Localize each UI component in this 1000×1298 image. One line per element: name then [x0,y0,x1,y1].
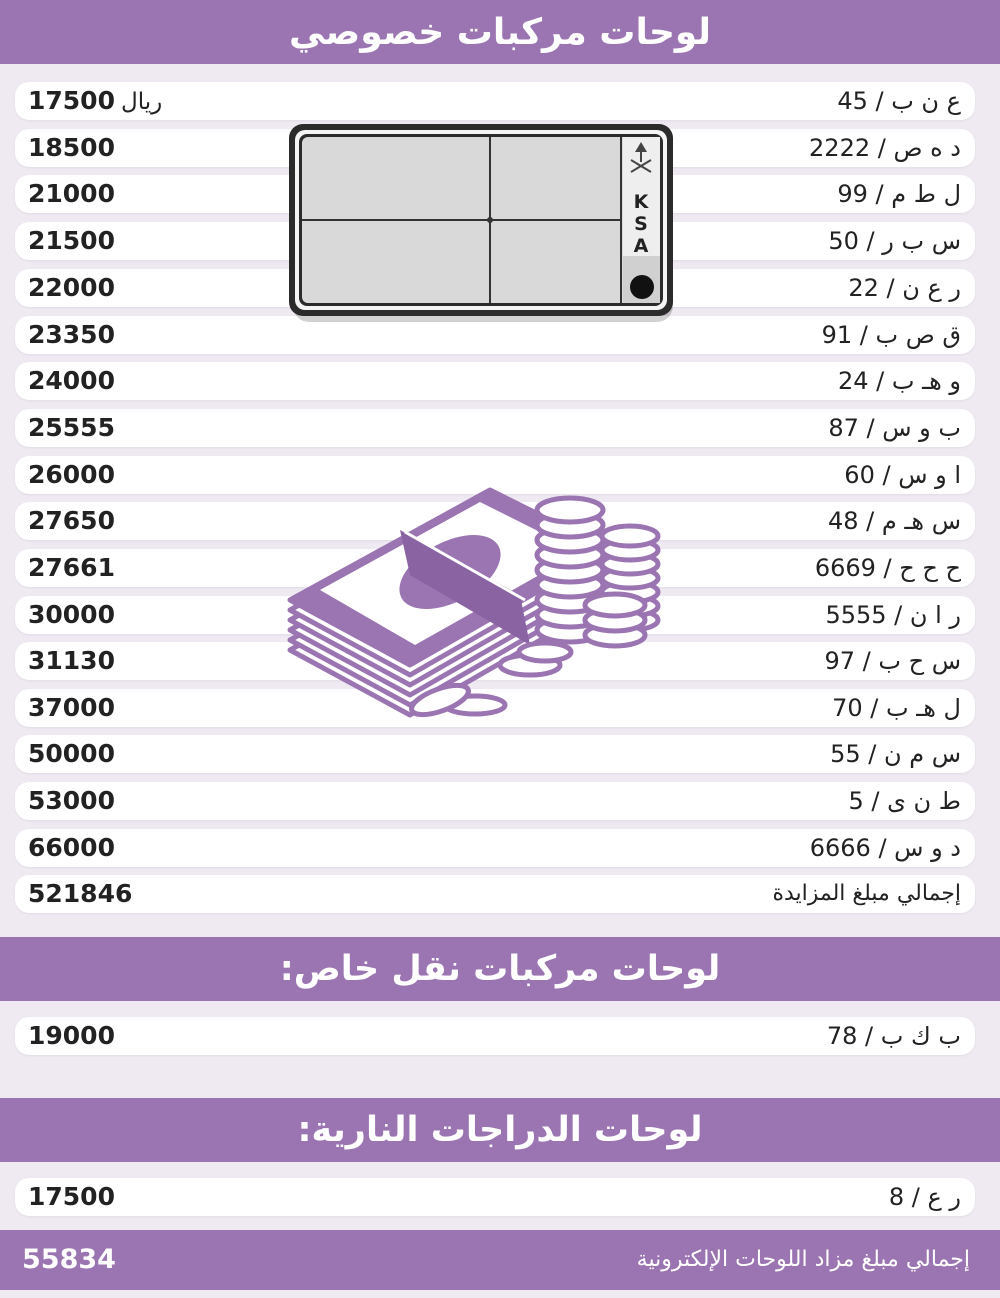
bid-amount: 24000 [28,366,115,395]
plate-number: ر ع / 8 [888,1183,961,1211]
table-row [15,782,975,820]
bid-amount: 66000 [28,833,115,862]
plate-number: د و س / 6666 [809,834,961,862]
bid-amount: 22000 [28,273,115,302]
bid-amount: 31130 [28,646,115,675]
currency-label: ريال [120,89,163,115]
section-title-motorcycles: لوحات الدراجات النارية: [0,1098,1000,1162]
plate-number: ع ن ب / 45 [837,87,961,115]
plate-ksa-a: A [633,235,649,257]
table-row [15,735,975,773]
bid-amount: 23350 [28,320,115,349]
plate-number: ط ن ى / 5 [848,787,961,815]
bid-amount: 17500 ريال [28,86,163,115]
table-row [15,829,975,867]
table-row [15,362,975,400]
grand-total-amount: 55834 [22,1244,116,1275]
plate-dot [630,275,654,299]
bid-amount: 30000 [28,600,115,629]
grand-total-footer [0,1230,1000,1290]
grand-total-label: إجمالي مبلغ مزاد اللوحات الإلكترونية [636,1247,970,1272]
bid-amount: 27650 [28,506,115,535]
bid-amount: 18500 [28,133,115,162]
table-row [15,1178,975,1216]
table-row [15,1017,975,1055]
bid-amount: 37000 [28,693,115,722]
bid-amount: 53000 [28,786,115,815]
total-amount: 521846 [28,879,133,908]
money-stack-icon [280,460,670,730]
plate-number: ل هـ ب / 70 [832,694,961,722]
total-row [15,875,975,913]
plate-number: س ح ب / 97 [824,647,961,675]
bid-amount: 26000 [28,460,115,489]
plate-number: و هـ ب / 24 [837,367,961,395]
plate-number: س هـ م / 48 [828,507,961,535]
plate-number: ا و س / 60 [844,461,961,489]
plate-number: ب ك ب / 78 [826,1022,961,1050]
plate-number: د ه ص / 2222 [809,134,961,162]
table-row [15,409,975,447]
plate-number: س م ن / 55 [830,740,961,768]
plate-number: ر ا ن / 5555 [825,601,961,629]
plate-number: ر ع ن / 22 [848,274,961,302]
table-row [15,82,975,120]
plate-number: ح ح ح / 6669 [814,554,961,582]
total-label: إجمالي مبلغ المزايدة [772,881,961,906]
bid-amount: 17500 [28,1182,115,1211]
plate-number: ل ط م / 99 [837,180,961,208]
plate-number: س ب ر / 50 [828,227,961,255]
license-plate-illustration [285,122,680,327]
plate-ksa-k: K [633,191,649,213]
section-title-transport: لوحات مركبات نقل خاص: [0,937,1000,1001]
bid-amount: 19000 [28,1021,115,1050]
bid-amount: 21000 [28,179,115,208]
bid-amount: 25555 [28,413,115,442]
plate-number: ب و س / 87 [828,414,961,442]
section-title-private: لوحات مركبات خصوصي [0,0,1000,64]
bid-amount: 50000 [28,739,115,768]
plate-ksa-s: S [634,213,648,235]
bid-amount: 21500 [28,226,115,255]
plate-number: ق ص ب / 91 [821,321,961,349]
bid-amount: 27661 [28,553,115,582]
